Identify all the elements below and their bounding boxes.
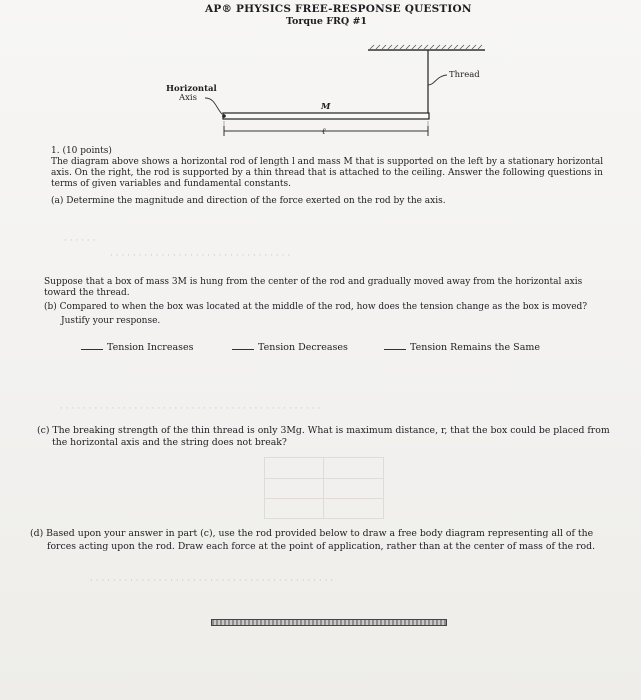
rod-diagram: [150, 40, 510, 152]
axis-pointer: [205, 98, 222, 114]
part-b-prompt-line1: (b) Compared to when the box was located at the middle of the rod, how does the tension change as the box is moved?: [44, 302, 588, 312]
box-line-1: Suppose that a box of mass 3M is hung from the center of the rod and gradually moved away from the horizontal axis: [44, 277, 583, 287]
option-blank[interactable]: [81, 349, 103, 350]
thread-label: Thread: [449, 70, 480, 80]
page-subtitle: Torque FRQ #1: [286, 16, 368, 27]
bleed-through-table: [264, 457, 384, 519]
question-number: 1. (10 points): [51, 146, 112, 156]
ceiling-hatch: [370, 45, 482, 49]
worksheet-page: AP® PHYSICS FREE-RESPONSE QUESTION Torque FRQ #1 Thread Horizontal Axis M ℓ 1. (10 points) The diagram above shows a horizontal rod of length l and mass M that is supported on the left by a stationary horizontal axis. On the right, the rod is supported by a thin thread that is attached to the ceiling. Answer the following questions in terms of given variables and fundamental constants. (a) Determine the magnitude and direction of the force exerted on the rod by the axis. · · · · · · · · · · · · · · · · · · · · · · · · · · · · · · · · · · · · · · Suppose that a box of mass 3M is hung from the center of the rod and gradually moved away from the horizontal axis toward the thread. (b) Compared to when the box was located at the middle of the rod, how does the tension change as the box is moved? Justify your response. Tension Increases Tension Decreases Tension Remains the Same · · · · · · · · · · · · · · · · · · · · · · · · · · · · · · · · · · · · · · · · · · · · · · (c) The breaking strength of the thin thread is only 3Mg. What is maximum distance, r, that the box could be placed from the horizontal axis and the string does not break? (d) Based upon your answer in part (c), use the rod provided below to draw a free body diagram representing all of the forces acting upon the rod. Draw each force at the point of application, rather than at the center of mass of the rod. · · · · · · · · · · · · · · · · · · · · · · · · · · · · · · · · · · · · · · · · · · ·: [0, 0, 641, 700]
rod: [223, 113, 429, 119]
option-blank[interactable]: [232, 349, 254, 350]
part-c-prompt-line2: the horizontal axis and the string does not break?: [52, 437, 287, 448]
intro-line-1: The diagram above shows a horizontal rod of length l and mass M that is supported on the left by a stationary horizontal: [51, 157, 604, 167]
axis-label-line2: Axis: [179, 93, 198, 103]
part-a-prompt: (a) Determine the magnitude and direction of the force exerted on the rod by the axis.: [51, 196, 446, 206]
fbd-rod[interactable]: [211, 619, 447, 626]
mass-label: M: [321, 102, 331, 112]
option-tension-decreases[interactable]: Tension Decreases: [232, 342, 348, 353]
option-blank[interactable]: [384, 349, 406, 350]
part-d-prompt-line2: forces acting upon the rod. Draw each force at the point of application, rather than at the center of mass of the rod.: [47, 541, 596, 552]
box-line-2: toward the thread.: [44, 288, 130, 298]
part-d-prompt-line1: (d) Based upon your answer in part (c), use the rod provided below to draw a free body diagram representing all of the: [30, 528, 594, 539]
bleed-through-text: · · · · · ·: [64, 236, 96, 246]
axis-pivot: [222, 114, 226, 118]
part-c-prompt-line1: (c) The breaking strength of the thin thread is only 3Mg. What is maximum distance, r, that the box could be placed from: [37, 425, 610, 436]
option-tension-same[interactable]: Tension Remains the Same: [384, 342, 540, 353]
thread-pointer: [428, 75, 447, 85]
intro-line-2: axis. On the right, the rod is supported by a thin thread that is attached to the ceiling. Answer the following questions in: [51, 168, 603, 178]
length-label: ℓ: [322, 127, 326, 137]
intro-line-3: terms of given variables and fundamental constants.: [51, 179, 291, 189]
axis-label-line1: Horizontal: [166, 84, 217, 94]
page-title: AP® PHYSICS FREE-RESPONSE QUESTION: [205, 3, 472, 15]
option-tension-increases[interactable]: Tension Increases: [81, 342, 194, 353]
part-b-prompt-line2: Justify your response.: [61, 316, 161, 326]
